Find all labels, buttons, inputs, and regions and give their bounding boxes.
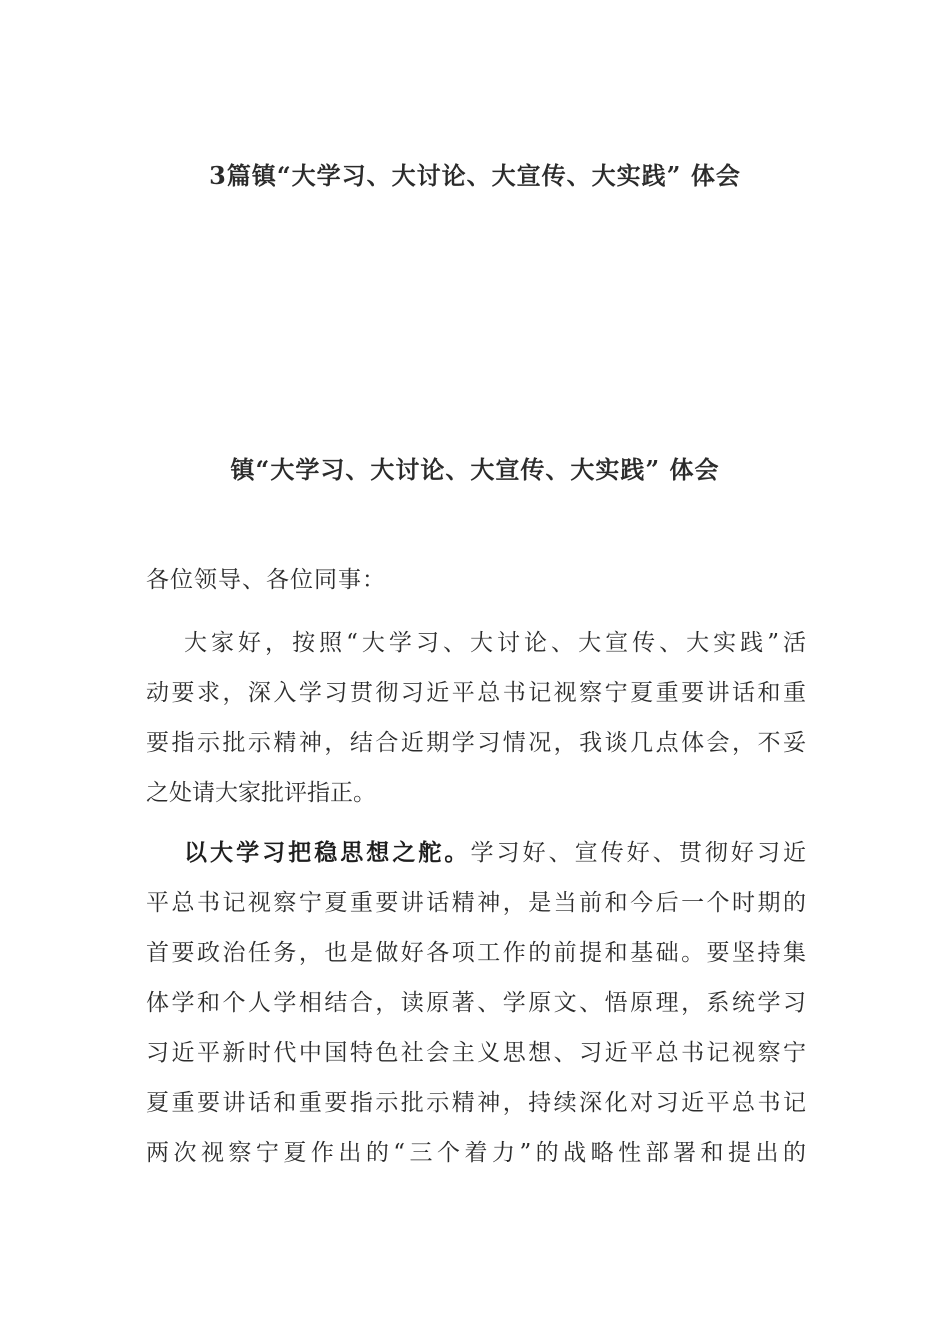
paragraph-line: 平总书记视察宁夏重要讲话精神，是当前和今后一个时期的 — [146, 890, 806, 916]
paragraph-line: 习近平新时代中国特色社会主义思想、习近平总书记视察宁 — [146, 1040, 806, 1066]
paragraph-study — [146, 828, 806, 1178]
salutation: 各位领导、各位同事： — [146, 567, 386, 593]
paragraph-line: 学习好、宣传好、贯彻好习近 — [470, 840, 807, 866]
paragraph-line: 大家好，按照“大学习、大讨论、大宣传、大实践”活 — [184, 630, 806, 656]
paragraph-intro — [146, 618, 806, 818]
paragraph-line: 两次视察宁夏作出的“三个着力”的战略性部署和提出的 — [146, 1140, 806, 1166]
paragraph-line: 首要政治任务，也是做好各项工作的前提和基础。要坚持集 — [146, 940, 806, 966]
section-title: 镇“大学习、大讨论、大宣传、大实践” 体会 — [230, 455, 720, 484]
paragraph-lead-heading: 以大学习把稳思想之舵。 — [184, 839, 471, 866]
document-title: 3篇镇“大学习、大讨论、大宣传、大实践” 体会 — [209, 161, 741, 190]
paragraph-line: 之处请大家批评指正。 — [146, 780, 376, 806]
paragraph-line: 夏重要讲话和重要指示批示精神，持续深化对习近平总书记 — [146, 1090, 806, 1116]
paragraph-line: 要指示批示精神，结合近期学习情况，我谈几点体会，不妥 — [146, 730, 806, 756]
paragraph-first-line — [146, 828, 806, 878]
paragraph-line: 动要求，深入学习贯彻习近平总书记视察宁夏重要讲话和重 — [146, 680, 806, 706]
paragraph-line: 体学和个人学相结合，读原著、学原文、悟原理，系统学习 — [146, 990, 806, 1016]
